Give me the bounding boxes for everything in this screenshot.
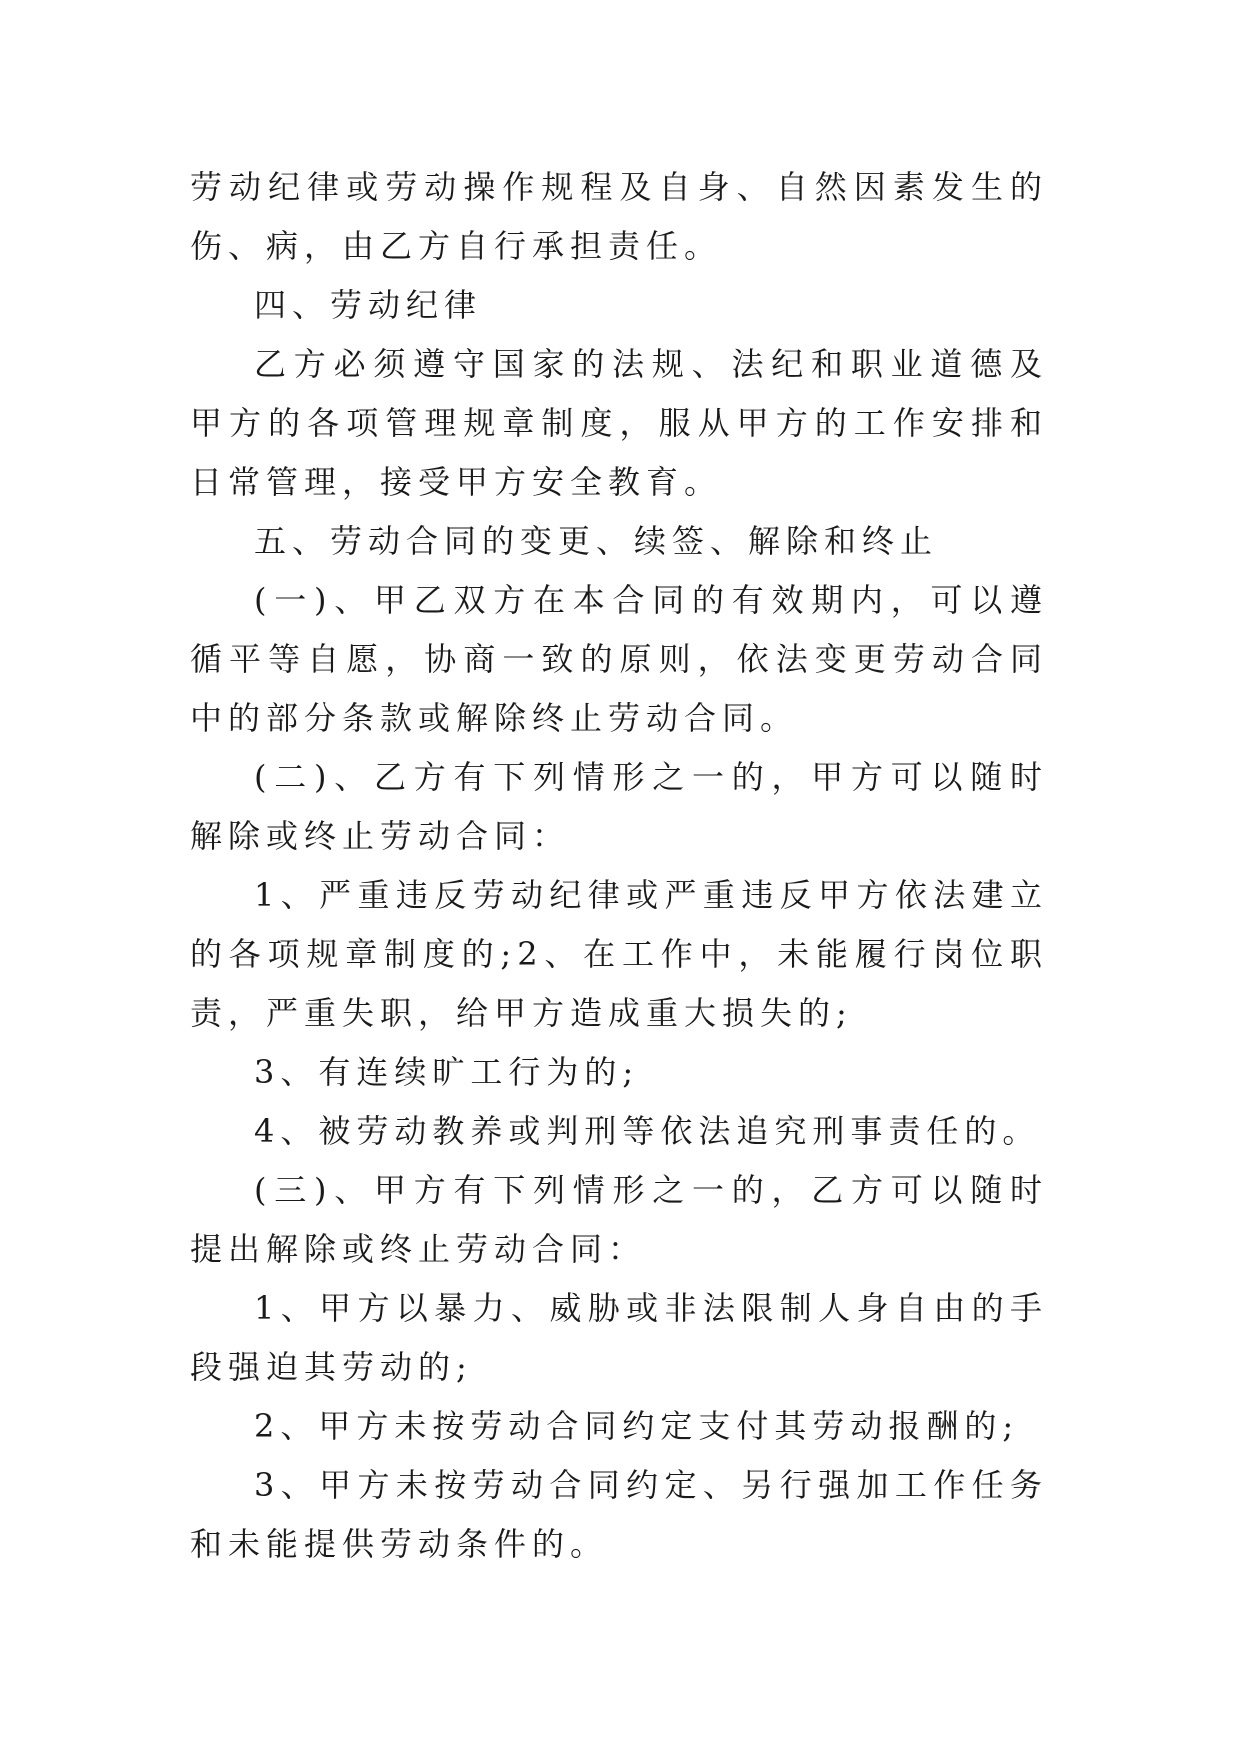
clause-3-item-2: 2、甲方未按劳动合同约定支付其劳动报酬的; [254,1407,1020,1445]
clause-3: (三)、甲方有下列情形之一的，乙方可以随时提出解除或终止劳动合同： [190,1171,1048,1268]
clause-2-item-1-2: 1、严重违反劳动纪律或严重违反甲方依法建立的各项规章制度的;2、在工作中，未能履行岗位职责，严重失职，给甲方造成重大损失的; [190,876,1048,1032]
clause-1: (一)、甲乙双方在本合同的有效期内，可以遵循平等自愿，协商一致的原则，依法变更劳动合同中的部分条款或解除终止劳动合同。 [190,581,1048,737]
paragraph-3: 乙方必须遵守国家的法规、法纪和职业道德及甲方的各项管理规章制度，服从甲方的工作安排和日常管理，接受甲方安全教育。 [190,345,1048,501]
clause-3-item-1: 1、甲方以暴力、威胁或非法限制人身自由的手段强迫其劳动的; [190,1289,1048,1386]
document-body [190,158,1048,1574]
clause-2-item-4: 4、被劳动教养或判刑等依法追究刑事责任的。 [254,1112,1041,1150]
paragraph-1: 劳动纪律或劳动操作规程及自身、自然因素发生的伤、病，由乙方自行承担责任。 [190,168,1048,265]
clause-2-item-3: 3、有连续旷工行为的; [254,1053,640,1091]
section-heading-contract-changes: 五、劳动合同的变更、续签、解除和终止 [254,522,939,560]
clause-3-item-3: 3、甲方未按劳动合同约定、另行强加工作任务和未能提供劳动条件的。 [190,1466,1048,1563]
section-heading-labor-discipline: 四、劳动纪律 [254,286,483,324]
clause-2: (二)、乙方有下列情形之一的，甲方可以随时解除或终止劳动合同： [190,758,1048,855]
